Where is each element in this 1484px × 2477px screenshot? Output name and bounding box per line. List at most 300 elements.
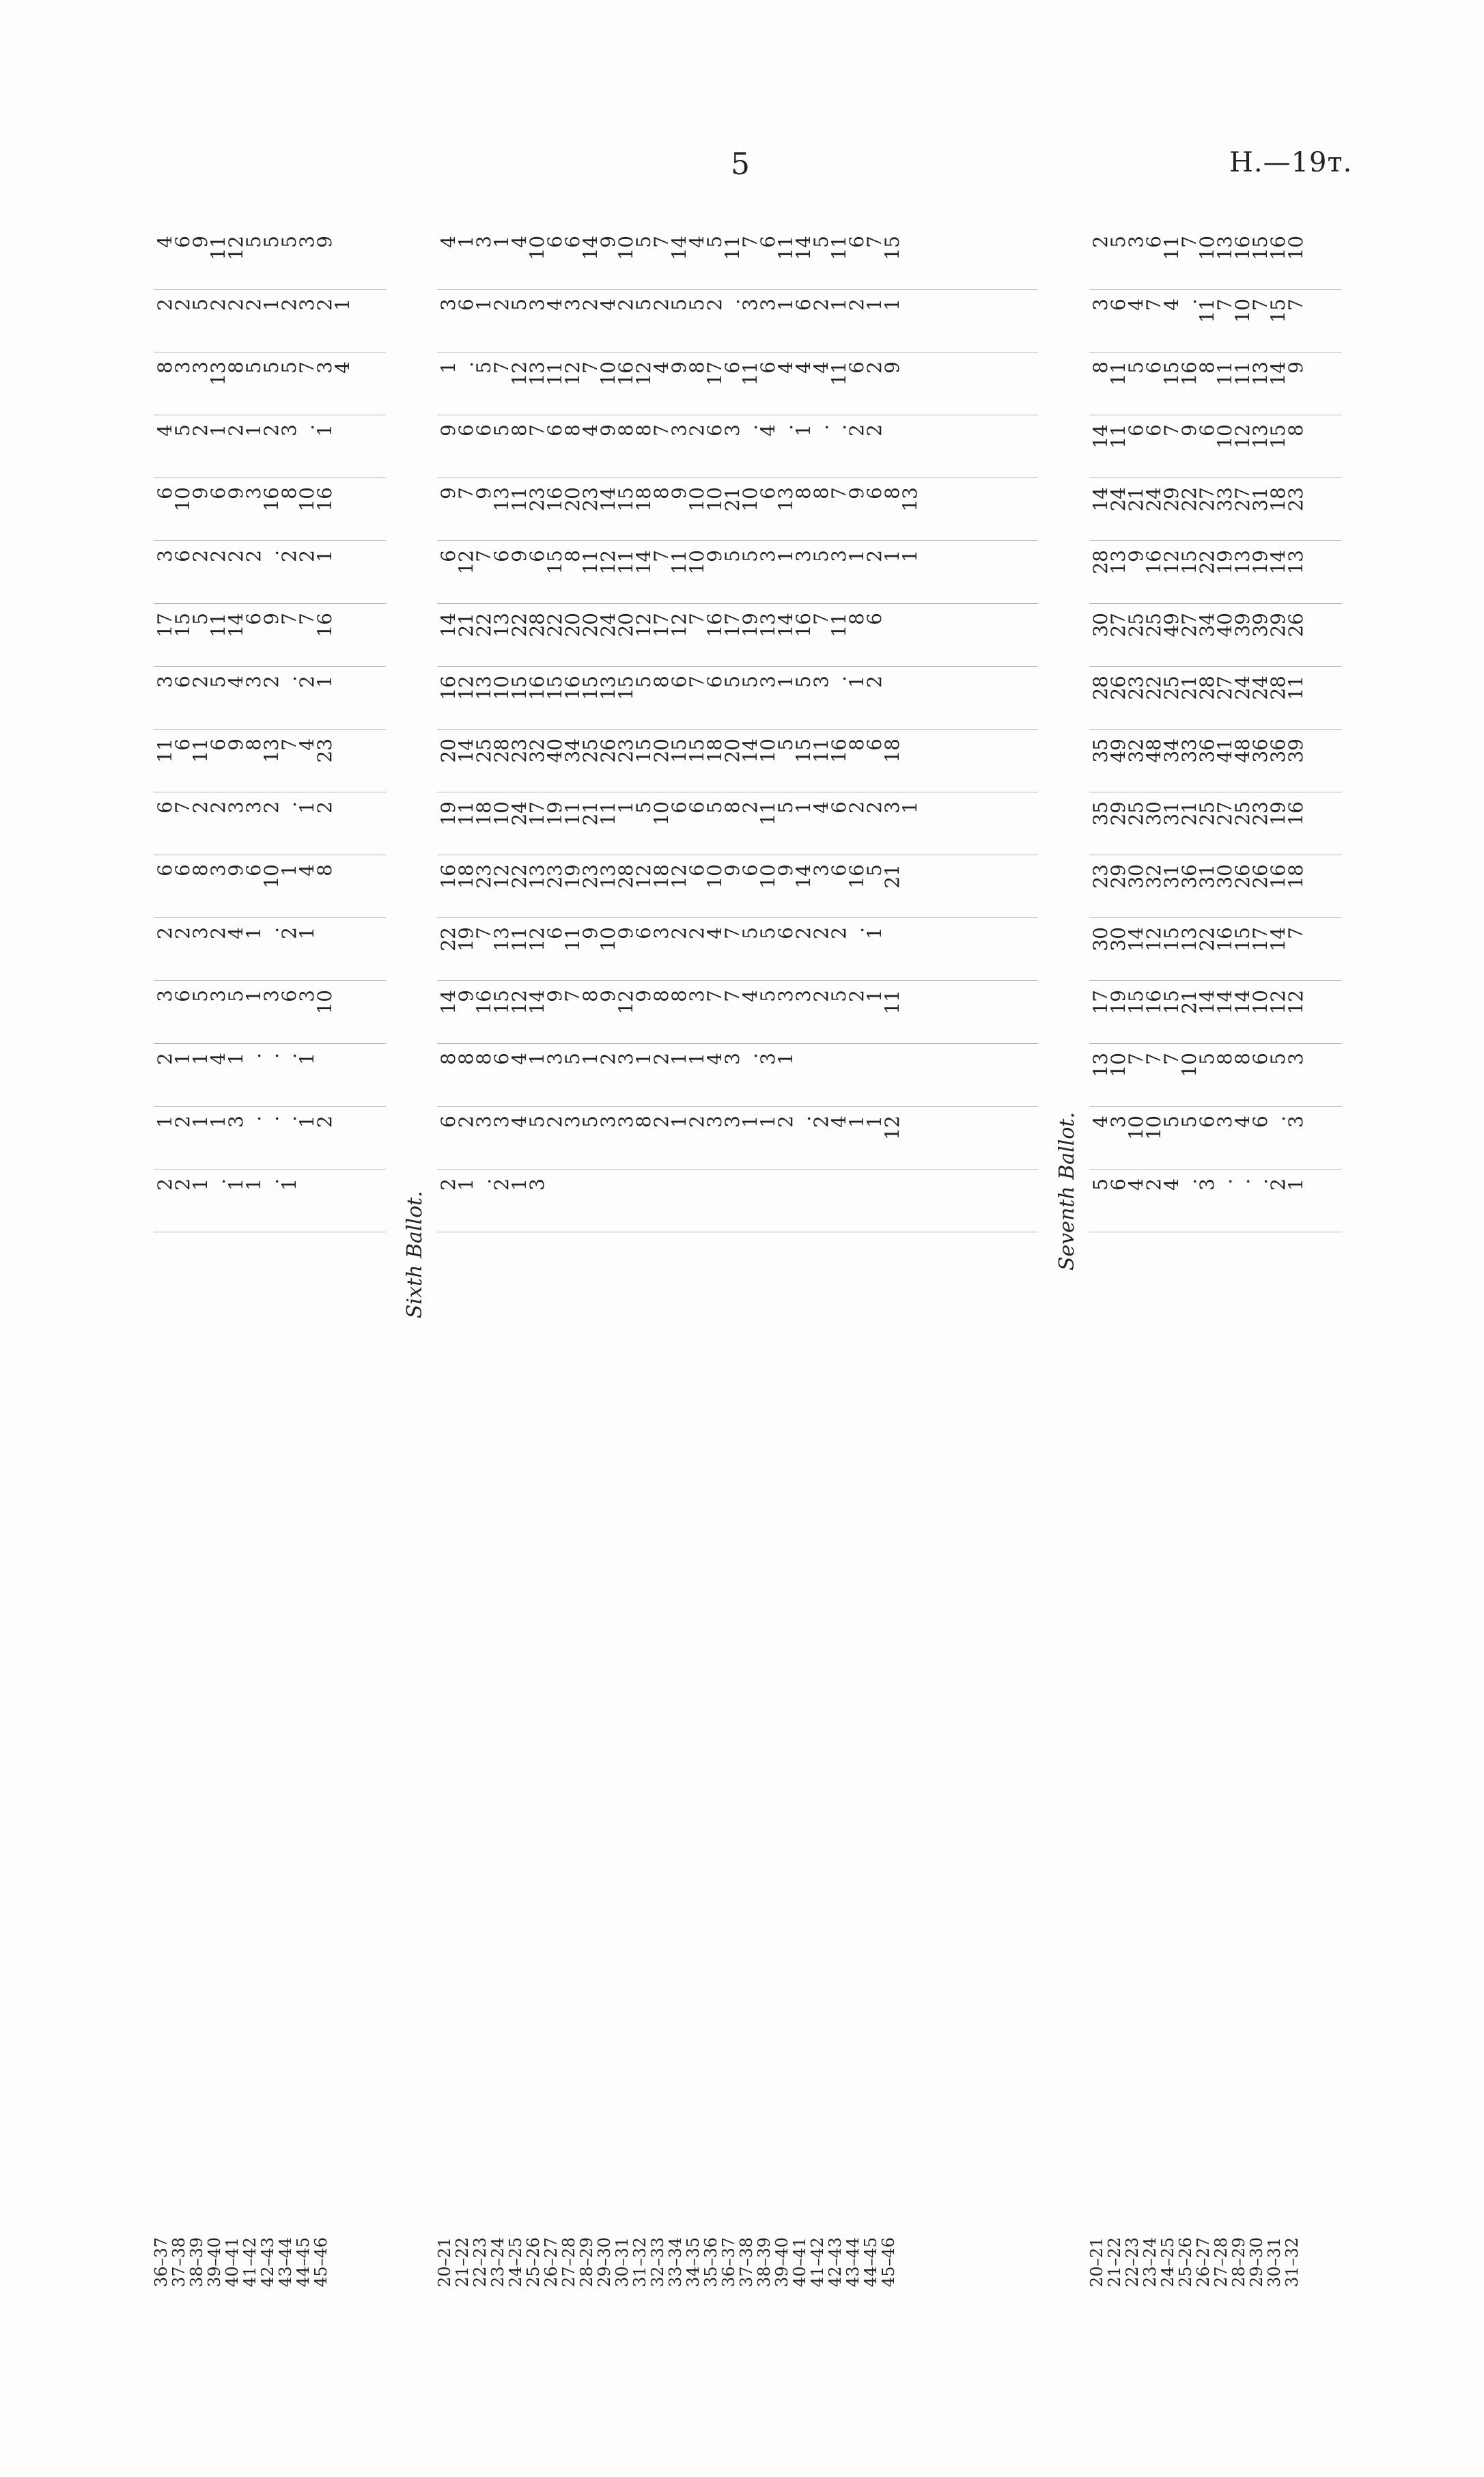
table-cell: 15 — [544, 676, 566, 700]
table-cell: 28 — [490, 738, 513, 763]
table-cell: 3 — [615, 1053, 637, 1065]
table-cell: 5 — [632, 676, 655, 688]
table-cell: 16 — [437, 864, 460, 889]
table-cell: 1 — [242, 927, 265, 939]
table-cell: 6 — [154, 487, 176, 499]
table-cell: 33 — [1178, 738, 1201, 763]
table-cell: 3 — [207, 864, 229, 876]
table-cell: 6 — [1196, 424, 1218, 437]
table-cell: 22 — [1178, 487, 1201, 512]
table-cell: 23 — [508, 738, 531, 763]
table-cell: . — [739, 1053, 761, 1059]
row-rule — [1089, 289, 1342, 290]
table-cell: 1 — [792, 801, 815, 814]
table-cell: 16 — [473, 990, 495, 1014]
table-cell: 1 — [225, 1053, 247, 1065]
table-cell: 1 — [225, 1178, 247, 1191]
range-label: 32–33 — [648, 2237, 667, 2288]
table-cell: 23 — [526, 487, 548, 512]
table-cell: 1 — [863, 927, 886, 939]
table-cell: 13 — [1178, 927, 1201, 952]
table-cell: 7 — [721, 990, 744, 1002]
row-rule — [437, 980, 1038, 981]
table-cell: 1 — [774, 550, 797, 562]
table-cell: . — [296, 424, 318, 430]
table-row — [154, 229, 386, 290]
table-cell: 8 — [1196, 361, 1218, 374]
table-cell: 3 — [526, 299, 548, 311]
table-cell: 15 — [668, 738, 690, 763]
range-label: 36–37 — [719, 2237, 738, 2288]
table-cell: 1 — [455, 1178, 477, 1191]
row-rule — [1089, 1043, 1342, 1044]
table-cell: 5 — [508, 299, 531, 311]
table-cell: 34 — [561, 738, 584, 763]
table-cell: 24 — [1231, 676, 1254, 700]
table-cell: 2 — [845, 990, 868, 1002]
table-cell: 3 — [296, 990, 318, 1002]
table-cell: 23 — [615, 738, 637, 763]
table-cell: 11 — [757, 801, 779, 826]
table-cell: 2 — [863, 424, 886, 437]
table-cell: 10 — [1214, 424, 1236, 449]
table-cell: 11 — [508, 487, 531, 512]
table-cell: 12 — [1267, 990, 1289, 1014]
table-cell: 12 — [455, 550, 477, 575]
table-cell: 5 — [260, 361, 283, 374]
table-cell: 2 — [260, 676, 283, 688]
table-cell: 3 — [792, 550, 815, 562]
row-rule — [154, 980, 386, 981]
table-row — [1089, 857, 1342, 919]
range-label: 35–36 — [701, 2237, 720, 2288]
table-cell: . — [473, 1178, 495, 1185]
table-cell: 2 — [1267, 1178, 1289, 1191]
table-cell: 24 — [1107, 487, 1130, 512]
table-cell: 11 — [561, 801, 584, 826]
table-cell: 14 — [579, 236, 602, 260]
table-cell: . — [792, 1116, 815, 1122]
table-cell: 4 — [544, 299, 566, 311]
table-cell: 7 — [739, 236, 761, 248]
row-rule — [437, 1043, 1038, 1044]
table-cell: 15 — [1231, 927, 1254, 952]
table-cell: 14 — [1125, 927, 1147, 952]
table-cell: 5 — [278, 236, 300, 248]
table-cell: 24 — [1143, 487, 1165, 512]
table-cell: 13 — [1214, 236, 1236, 260]
table-cell: 2 — [313, 801, 336, 814]
table-cell: 12 — [668, 864, 690, 889]
table-row — [154, 1109, 386, 1170]
table-cell: 7 — [1214, 299, 1236, 311]
table-cell: 5 — [810, 236, 832, 248]
table-cell: 10 — [490, 676, 513, 700]
table-cell: 1 — [739, 1116, 761, 1128]
table-cell: 5 — [686, 299, 708, 311]
table-cell: 3 — [1285, 1116, 1307, 1128]
table-cell: 5 — [757, 990, 779, 1002]
table-cell: 16 — [313, 487, 336, 512]
range-label: 26–27 — [1194, 2237, 1213, 2288]
table-cell: 49 — [1160, 613, 1183, 637]
table-cell: 3 — [668, 424, 690, 437]
table-cell: 17 — [650, 613, 673, 637]
table-cell: 1 — [278, 1178, 300, 1191]
table-cell: 6 — [668, 801, 690, 814]
table-cell: 6 — [845, 236, 868, 248]
table-cell: 9 — [597, 990, 619, 1002]
table-cell: 5 — [739, 550, 761, 562]
table-cell: 8 — [845, 738, 868, 751]
table-cell: 12 — [1143, 927, 1165, 952]
seventh-ballot-table — [1089, 229, 1342, 2319]
table-cell: 21 — [881, 864, 904, 889]
table-cell: 30 — [1089, 927, 1112, 952]
table-cell: 21 — [1178, 676, 1201, 700]
table-cell: 3 — [757, 1053, 779, 1065]
table-cell: 3 — [721, 1053, 744, 1065]
range-label: 29–30 — [595, 2237, 614, 2288]
table-cell: 9 — [721, 864, 744, 876]
table-cell: 10 — [703, 487, 726, 512]
table-cell: 36 — [1267, 738, 1289, 763]
table-cell: 12 — [225, 236, 247, 260]
table-cell: 4 — [579, 424, 602, 437]
table-cell: 9 — [597, 424, 619, 437]
table-cell: 29 — [1107, 864, 1130, 889]
table-cell: 4 — [437, 236, 460, 248]
table-cell: 2 — [615, 299, 637, 311]
table-cell: 3 — [1214, 1116, 1236, 1128]
table-cell: 6 — [863, 487, 886, 499]
range-label: 24–25 — [1158, 2237, 1177, 2288]
table-cell: 28 — [615, 864, 637, 889]
row-rule — [154, 917, 386, 918]
table-cell: 4 — [597, 299, 619, 311]
table-cell: 3 — [881, 801, 904, 814]
table-row — [154, 857, 386, 919]
table-cell: 24 — [508, 801, 531, 826]
table-cell: 4 — [828, 1116, 850, 1128]
table-cell: 34 — [1160, 738, 1183, 763]
table-cell: 1 — [899, 801, 921, 814]
table-cell: 8 — [579, 990, 602, 1002]
range-label: 30–31 — [613, 2237, 632, 2288]
table-cell: 5 — [668, 299, 690, 311]
table-cell: . — [278, 801, 300, 807]
row-rule — [154, 289, 386, 290]
table-cell: 6 — [863, 738, 886, 751]
range-label: 44–45 — [861, 2237, 880, 2288]
table-cell: 4 — [331, 361, 354, 374]
table-cell: 2 — [207, 550, 229, 562]
table-cell: 13 — [207, 361, 229, 386]
table-cell: 5 — [774, 738, 797, 751]
table-cell: 2 — [455, 1116, 477, 1128]
table-cell: 8 — [313, 864, 336, 876]
table-cell: 26 — [597, 738, 619, 763]
table-cell: 11 — [544, 361, 566, 386]
table-cell: 5 — [810, 550, 832, 562]
table-cell: 6 — [473, 424, 495, 437]
table-cell: 10 — [1125, 1116, 1147, 1140]
page-reference: H.—19т. — [1229, 147, 1353, 178]
table-cell: 9 — [668, 487, 690, 499]
table-cell: 29 — [1160, 487, 1183, 512]
table-cell: 14 — [526, 990, 548, 1014]
table-cell: 6 — [632, 927, 655, 939]
table-cell: 8 — [668, 990, 690, 1002]
table-cell: 9 — [703, 550, 726, 562]
table-cell: 19 — [1249, 550, 1272, 575]
table-cell: 19 — [455, 927, 477, 952]
table-cell: 2 — [189, 424, 212, 437]
table-cell: 3 — [154, 990, 176, 1002]
row-rule — [1089, 980, 1342, 981]
table-cell: 1 — [455, 236, 477, 248]
table-cell: 2 — [171, 1116, 194, 1128]
table-cell: 14 — [437, 613, 460, 637]
table-cell: 10 — [650, 801, 673, 826]
table-cell: 7 — [171, 801, 194, 814]
table-cell: 2 — [1089, 236, 1112, 248]
table-cell: 3 — [171, 361, 194, 374]
table-cell: 9 — [437, 424, 460, 437]
table-cell: 5 — [632, 236, 655, 248]
table-cell: 7 — [1143, 1053, 1165, 1065]
table-cell: . — [1231, 1178, 1254, 1185]
row-rule — [1089, 1169, 1342, 1170]
table-cell: 6 — [526, 550, 548, 562]
table-cell: 30 — [1214, 864, 1236, 889]
range-label: 22–23 — [1123, 2237, 1142, 2288]
table-cell: 13 — [1285, 550, 1307, 575]
table-cell: 1 — [899, 550, 921, 562]
table-cell: 5 — [189, 990, 212, 1002]
table-cell: 26 — [1107, 676, 1130, 700]
table-cell: 10 — [1196, 236, 1218, 260]
table-cell: 16 — [1214, 927, 1236, 952]
table-cell: 14 — [1196, 990, 1218, 1014]
table-cell: 3 — [1089, 299, 1112, 311]
table-cell: 8 — [278, 487, 300, 499]
table-cell: 3 — [225, 801, 247, 814]
table-cell: 35 — [1089, 738, 1112, 763]
table-cell: . — [260, 550, 283, 556]
table-cell: 10 — [597, 361, 619, 386]
table-cell: 6 — [490, 550, 513, 562]
table-row — [154, 983, 386, 1044]
table-cell: 27 — [1214, 801, 1236, 826]
table-cell: 10 — [1285, 236, 1307, 260]
table-cell: 19 — [561, 864, 584, 889]
table-cell: 7 — [296, 361, 318, 374]
table-row — [437, 292, 1038, 353]
range-label: 41–42 — [240, 2237, 260, 2288]
table-cell: 11 — [615, 550, 637, 575]
table-cell: 2 — [260, 801, 283, 814]
table-cell: 19 — [1107, 990, 1130, 1014]
table-cell: 3 — [154, 676, 176, 688]
table-cell: 9 — [632, 990, 655, 1002]
table-cell: 23 — [313, 738, 336, 763]
table-cell: 7 — [828, 487, 850, 499]
table-row — [1089, 229, 1342, 290]
range-label: 27–28 — [1212, 2237, 1231, 2288]
table-cell: . — [260, 1116, 283, 1122]
table-cell: 1 — [207, 424, 229, 437]
table-cell: 4 — [154, 236, 176, 248]
table-cell: 5 — [757, 927, 779, 939]
table-cell: 11 — [561, 927, 584, 952]
table-cell: 6 — [1125, 424, 1147, 437]
table-cell: 2 — [490, 299, 513, 311]
table-cell: 10 — [597, 927, 619, 952]
table-cell: 11 — [739, 361, 761, 386]
row-rule — [437, 540, 1038, 541]
table-cell: 23 — [1249, 801, 1272, 826]
table-cell: 7 — [650, 236, 673, 248]
table-cell: 14 — [437, 990, 460, 1014]
row-rule — [437, 289, 1038, 290]
table-cell: 9 — [1285, 361, 1307, 374]
table-cell: 4 — [508, 1116, 531, 1128]
table-cell: 31 — [1249, 487, 1272, 512]
table-cell: 13 — [260, 738, 283, 763]
table-cell: 7 — [1143, 299, 1165, 311]
table-cell: 10 — [296, 487, 318, 512]
table-cell: 10 — [313, 990, 336, 1014]
table-cell: 17 — [526, 801, 548, 826]
table-cell: 5 — [171, 424, 194, 437]
row-rule — [437, 1106, 1038, 1107]
table-cell: 13 — [597, 676, 619, 700]
table-cell: 6 — [757, 361, 779, 374]
table-cell: 22 — [437, 927, 460, 952]
table-row — [1089, 1046, 1342, 1107]
table-cell: 27 — [1196, 487, 1218, 512]
table-cell: 29 — [1107, 801, 1130, 826]
range-label: 26–27 — [542, 2237, 561, 2288]
table-cell: 11 — [189, 738, 212, 763]
table-cell: 8 — [632, 1116, 655, 1128]
table-cell: 2 — [242, 550, 265, 562]
table-cell: 5 — [490, 424, 513, 437]
table-cell: 3 — [242, 801, 265, 814]
table-cell: 7 — [1125, 1053, 1147, 1065]
table-cell: 12 — [526, 927, 548, 952]
table-cell: 8 — [1214, 1053, 1236, 1065]
table-cell: 16 — [1143, 550, 1165, 575]
table-cell: 6 — [561, 236, 584, 248]
range-label: 40–41 — [790, 2237, 809, 2288]
table-cell: 1 — [437, 361, 460, 374]
table-cell: 1 — [296, 1053, 318, 1065]
range-label: 38–39 — [755, 2237, 774, 2288]
table-row — [437, 417, 1038, 479]
table-cell: 33 — [1214, 487, 1236, 512]
table-row — [437, 920, 1038, 982]
table-cell: 39 — [1285, 738, 1307, 763]
table-cell: 30 — [1089, 613, 1112, 637]
table-cell: 5 — [225, 990, 247, 1002]
table-cell: 7 — [278, 738, 300, 751]
table-cell: 11 — [207, 236, 229, 260]
table-cell: 2 — [437, 1178, 460, 1191]
table-cell: 2 — [189, 676, 212, 688]
table-cell: 3 — [757, 550, 779, 562]
table-row — [437, 606, 1038, 667]
range-label: 40–41 — [223, 2237, 242, 2288]
table-cell: 3 — [810, 864, 832, 876]
table-cell: 9 — [1178, 424, 1201, 437]
table-cell: 8 — [561, 550, 584, 562]
table-row — [1089, 983, 1342, 1044]
range-label: 25–26 — [524, 2237, 543, 2288]
table-cell: 15 — [615, 676, 637, 700]
table-cell: 2 — [845, 424, 868, 437]
table-cell: 14 — [597, 487, 619, 512]
table-cell: 3 — [296, 236, 318, 248]
table-row — [1089, 794, 1342, 856]
table-cell: . — [455, 361, 477, 368]
table-cell: 4 — [1160, 1178, 1183, 1191]
table-cell: 2 — [828, 927, 850, 939]
table-cell: 5 — [579, 1116, 602, 1128]
table-cell: 11 — [828, 236, 850, 260]
table-cell: 9 — [881, 361, 904, 374]
table-cell: 1 — [863, 1116, 886, 1128]
table-cell: 1 — [242, 1178, 265, 1191]
table-cell: 3 — [260, 990, 283, 1002]
table-cell: 2 — [225, 299, 247, 311]
table-cell: 1 — [242, 990, 265, 1002]
table-cell: 21 — [1125, 487, 1147, 512]
table-cell: 6 — [154, 801, 176, 814]
table-cell: 25 — [1160, 676, 1183, 700]
table-cell: 16 — [845, 864, 868, 889]
table-cell: 32 — [1125, 738, 1147, 763]
table-cell: 4 — [508, 236, 531, 248]
table-cell: 6 — [207, 738, 229, 751]
table-cell: 49 — [1107, 738, 1130, 763]
sixth-ballot-table — [437, 229, 1038, 2319]
table-cell: 29 — [1267, 613, 1289, 637]
table-cell: 16 — [260, 487, 283, 512]
table-cell: 12 — [508, 990, 531, 1014]
left-table — [154, 229, 386, 2319]
table-cell: 2 — [189, 550, 212, 562]
table-cell: 48 — [1143, 738, 1165, 763]
table-cell: 6 — [1249, 1116, 1272, 1128]
table-cell: 14 — [632, 550, 655, 575]
table-cell: 6 — [544, 236, 566, 248]
table-cell: 2 — [703, 299, 726, 311]
table-cell: 3 — [721, 424, 744, 437]
sixth-ballot-label: Sixth Ballot. — [403, 1191, 427, 1318]
table-cell: 4 — [207, 1053, 229, 1065]
table-cell: 16 — [703, 613, 726, 637]
table-cell: 6 — [455, 424, 477, 437]
table-cell: 3 — [296, 299, 318, 311]
table-cell: 16 — [828, 738, 850, 763]
table-cell: 4 — [296, 738, 318, 751]
table-cell: 8 — [632, 424, 655, 437]
table-cell: 13 — [490, 613, 513, 637]
table-cell: 1 — [881, 550, 904, 562]
table-cell: 26 — [1249, 864, 1272, 889]
